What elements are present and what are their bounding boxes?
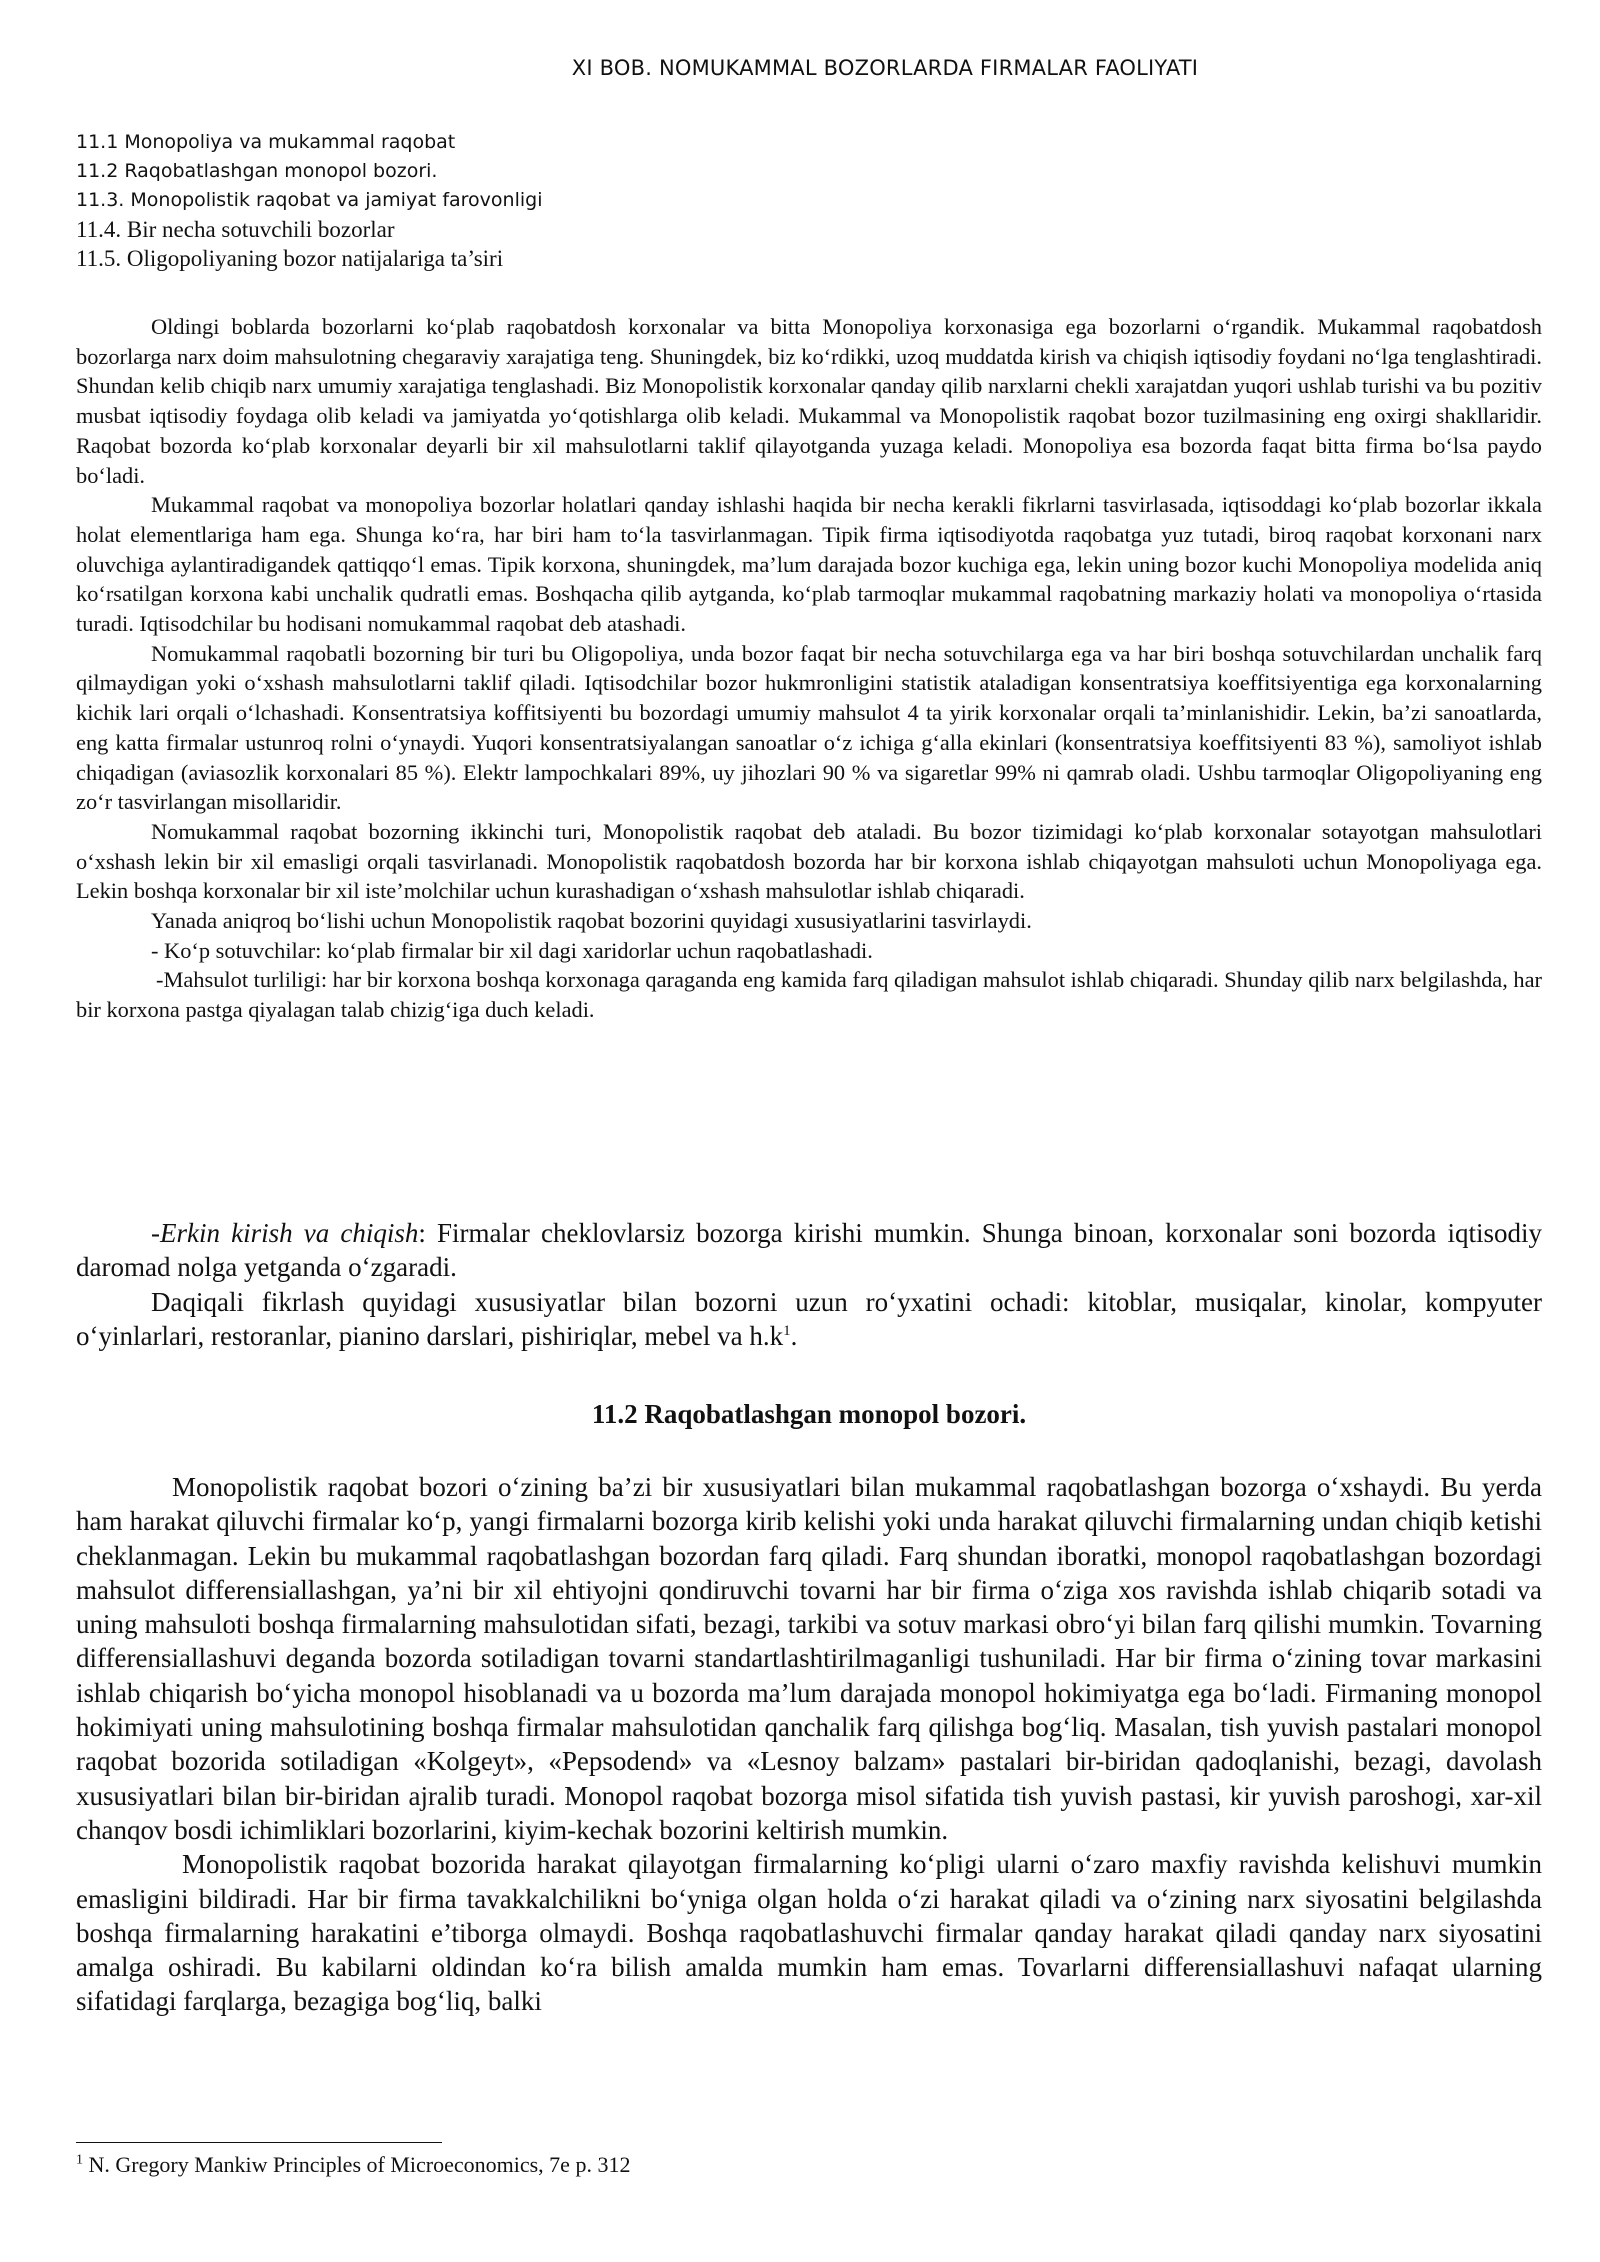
toc-item: 11.4. Bir necha sotuvchili bozorlar [76,217,395,242]
section-heading: 11.2 Raqobatlashgan monopol bozori. [591,1399,1027,1429]
footnote-divider [76,2142,442,2143]
examples-end: . [790,1320,798,1351]
footnote-mark: 1 [76,2152,83,2168]
paragraph [76,1285,1542,1354]
footnote-ref[interactable]: 1 [783,1322,791,1339]
list-item: -Mahsulot turliligi: har bir korxona boshqa korxonaga qaraganda eng kamida farq qiladigan mahsulot ishlab chiqaradi. Shunday qilib narx belgilashda, har bir korxona pastga qiyalagan talab chizig‘iga duch keladi. [76,967,1542,1023]
toc-item: 11.3. Monopolistik raqobat va jamiyat farovonligi [76,189,543,211]
term-italic: -Erkin kirish va chiqish [151,1218,419,1248]
features-text [76,1216,1542,1353]
paragraph: Mukammal raqobat va monopoliya bozorlar holatlari qanday ishlashi haqida bir necha kerakli fikrlarni tasvirlasada, iqtisoddagi ko‘plab bozorlar ikkala holat elementlariga ham ega. Shunga ko‘ra, har biri ham to‘la tasvirlanmagan. Tipik firma iqtisodiyotda raqobatga yuz tutadi, biroq raqobat korxonani narx oluvchiga aylantiradigandek qattiqqo‘l emas. Tipik korxona, shuningdek, ma’lum darajada bozor kuchiga ega, lekin uning bozor kuchi Monopoliya modelida aniq ko‘rsatilgan korxona kabi unchalik qudratli emas. Boshqacha qilib aytganda, ko‘plab tarmoqlar mukammal raqobatning markaziy holati va monopoliya o‘rtasida turadi. Iqtisodchilar bu hodisani nomukammal raqobat deb atashadi. [76,492,1542,637]
chapter-title: XI BOB. NOMUKAMMAL BOZORLARDA FIRMALAR FAOLIYATI [571,56,1199,80]
paragraph: Nomukammal raqobat bozorning ikkinchi turi, Monopolistik raqobat deb ataladi. Bu bozor tizimidagi ko‘plab korxonalar sotayotgan mahsulotlari o‘xshash lekin bir xil emasligi orqali tasvirlanadi. Monopolistik raqobatdosh bozorda har bir korxona ishlab chiqayotgan mahsuloti uchun Monopoliyaga ega. Lekin boshqa korxonalar bir xil iste’molchilar uchun kurashadigan o‘xshash mahsulotlar ishlab chiqaradi. [76,818,1542,904]
footnote-text: N. Gregory Mankiw Principles of Microeconomics, 7e p. 312 [83,2152,631,2177]
paragraph: Nomukammal raqobatli bozorning bir turi bu Oligopoliya, unda bozor faqat bir necha sotuvchilarga ega va har biri boshqa sotuvchilardan unchalik farq qilmaydigan yoki o‘xshash mahsulotlarni taklif qiladi. Iqtisodchilar bozor hukmronligini statistik ataladigan konsentratsiya koeffitsiyentiga ega korxonalarning kichik lari orqali o‘lchashadi. Konsentratsiya koffitsiyenti bu bozordagi umumiy mahsulot 4 ta yirik korxonalar orqali ta’minlanishidir. Lekin, ba’zi sanoatlarda, eng katta firmalar ustunroq rolni o‘ynaydi. Yuqori konsentratsiyalangan sanoatlar o‘z ichiga g‘alla ekinlari (konsentratsiya koeffitsiyenti 83 %), samoliyot ishlab chiqadigan (aviasozlik korxonalari 85 %). Elektr lampochkalari 89%, uy jihozlari 90 % va sigaretlar 99% ni qamrab oladi. Ushbu tarmoqlar Oligopoliyaning eng zo‘r tasvirlangan misollaridir. [76,640,1542,815]
list-item: - Ko‘p sotuvchilar: ko‘plab firmalar bir xil dagi xaridorlar uchun raqobatlashadi. [151,937,873,963]
section-text [76,1470,1542,2019]
table-of-contents [76,128,542,273]
toc-item: 11.2 Raqobatlashgan monopol bozori. [76,160,438,182]
term-description: : Firmalar cheklovlarsiz bozorga kirishi mumkin. Shunga binoan, korxonalar soni bozorda iqtisodiy daromad nolga yetganda o‘zgaradi. [76,1218,1542,1283]
examples-text: Daqiqali fikrlash quyidagi xususiyatlar bilan bozorni uzun ro‘yxatini ochadi: kitoblar, musiqalar, kinolar, kompyuter o‘yinlarlari, restoranlar, pianino darslari, pishiriqlar, mebel va h.k [76,1286,1542,1351]
list-item [76,1216,1542,1285]
footnote [76,2152,630,2178]
paragraph: Monopolistik raqobat bozori o‘zining ba’zi bir xususiyatlari bilan mukammal raqobatlashgan bozorga o‘xshaydi. Bu yerda ham harakat qiluvchi firmalar ko‘p, yangi firmalarni bozorga kirib kelishi yoki unda harakat qiluvchi firmalarning undan chiqib ketishi cheklanmagan. Lekin bu mukammal raqobatlashgan bozordan farq qiladi. Farq shundan iboratki, monopol raqobatlashgan bozordagi mahsulot differensiallashgan, ya’ni bir xil ehtiyojni qondiruvchi tovarni har bir firma o‘ziga xos ravishda ishlab chiqarib sotadi va uning mahsuloti boshqa firmalarning mahsulotidan sifati, bezagi, tarkibi va sotuv markasi obro‘yi bilan farq qilishi mumkin. Tovarning differensiallashuvi deganda bozorda sotiladigan tovarni standartlashtirilmaganligi tushuniladi. Har bir firma o‘zining tovar markasini ishlab chiqarish bo‘yicha monopol hisoblanadi va u bozorda ma’lum darajada monopol hokimiyatga ega bo‘ladi. Firmaning monopol hokimiyati uning mahsulotining boshqa firmalar mahsulotidan qanchalik farq qilishga bog‘liq. Masalan, tish yuvish pastalari monopol raqobat bozorida sotiladigan «Kolgeyt», «Pepsodend» va «Lesnoy balzam» pastalari bir-biridan qadoqlanishi, bezagi, davolash xususiyatlari bilan bir-biridan ajralib turadi. Monopol raqobat bozorga misol sifatida tish yuvish pastasi, kir yuvish paroshogi, xar-xil chanqov bosdi ichimliklari bozorlarini, kiyim-kechak bozorini keltirish mumkin. [76,1472,1542,1845]
chapter-header [0,56,1600,80]
intro-text [76,312,1542,1025]
paragraph: Oldingi boblarda bozorlarni ko‘plab raqobatdosh korxonalar va bitta Monopoliya korxonasiga ega bozorlarni o‘rgandik. Mukammal raqobatdosh bozorlarga narx doim mahsulotning chegaraviy xarajatiga teng. Shuningdek, biz ko‘rdikki, uzoq muddatda kirish va chiqish iqtisodiy foydani no‘lga tenglashtiradi. Shundan kelib chiqib narx umumiy xarajatiga tenglashadi. Biz Monopolistik korxonalar qanday qilib narxlarni chekli xarajatdan yuqori ushlab turishi va bu pozitiv musbat iqtisodiy foydaga olib keladi va jamiyatda yo‘qotishlarga olib keladi. Mukammal va Monopolistik raqobat bozor tuzilmasining eng oxirgi shakllaridir. Raqobat bozorda ko‘plab korxonalar deyarli bir xil mahsulotlarni taklif qilayotganda yuzaga keladi. Monopoliya esa bozorda faqat bitta firma bo‘lsa paydo bo‘ladi. [76,314,1542,488]
paragraph: Monopolistik raqobat bozorida harakat qilayotgan firmalarning ko‘pligi ularni o‘zaro maxfiy ravishda kelishuvi mumkin emasligini bildiradi. Har bir firma tavakkalchilikni bo‘yniga olgan holda o‘zi harakat qiladi va o‘zining narx siyosatini belgilashda boshqa firmalarning harakatini e’tiborga olmaydi. Boshqa raqobatlashuvchi firmalar qanday harakat qiladi qanday narx siyosatini amalga oshiradi. Bu kabilarni oldindan ko‘ra bilish amalda mumkin ham emas. Tovarlarni differensiallashuvi nafaqat ularning sifatidagi farqlarga, bezagiga bog‘liq, balki [76,1849,1542,2017]
paragraph: Yanada aniqroq bo‘lishi uchun Monopolistik raqobat bozorini quyidagi xususiyatlarini tasvirlaydi. [151,908,1032,934]
toc-item: 11.1 Monopoliya va mukammal raqobat [76,131,456,153]
toc-item: 11.5. Oligopoliyaning bozor natijalariga ta’siri [76,246,504,271]
